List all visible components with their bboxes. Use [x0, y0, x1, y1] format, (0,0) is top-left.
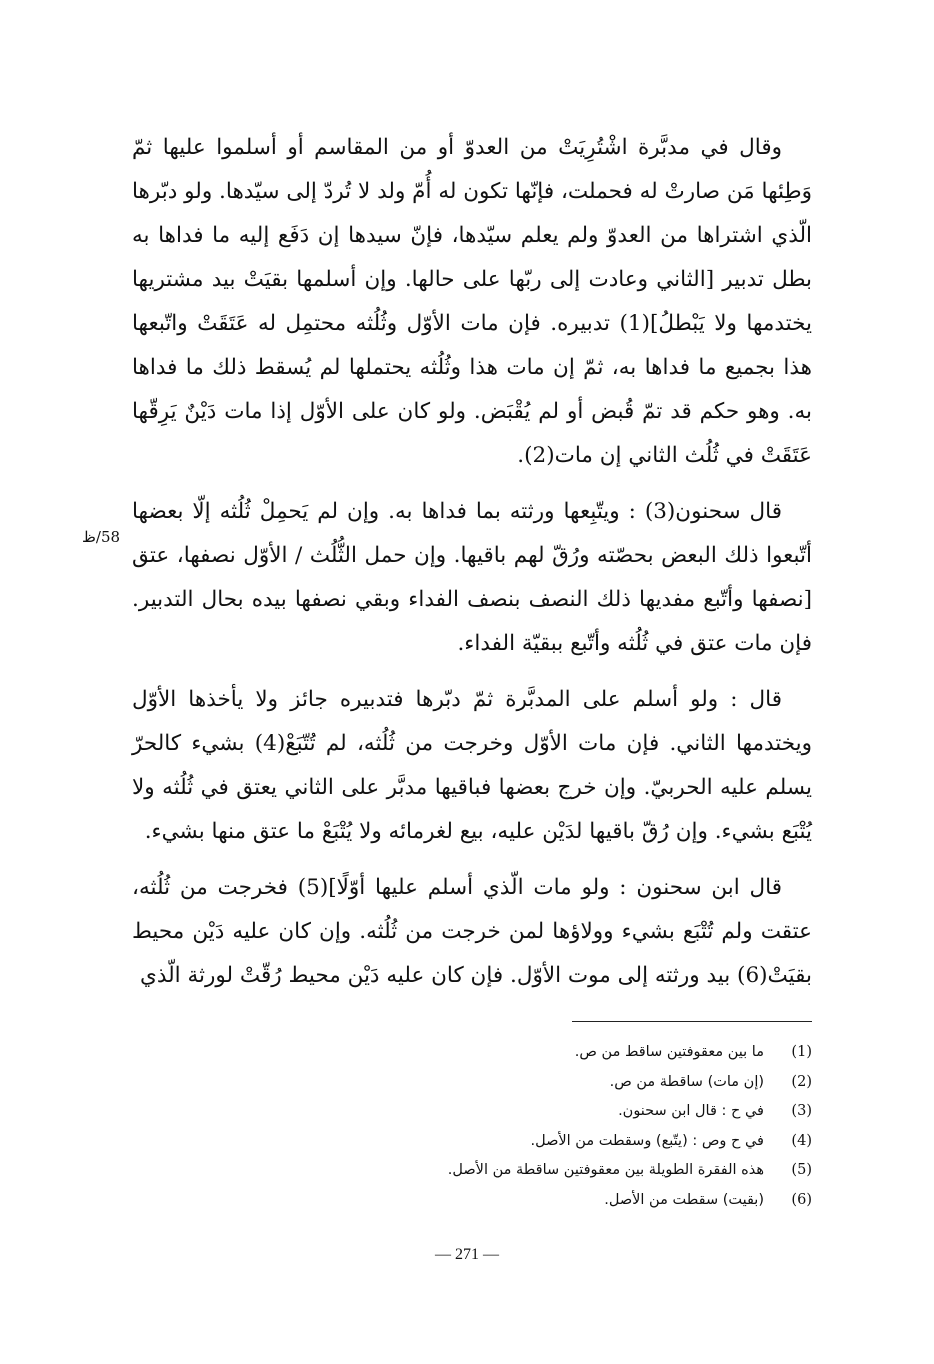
footnote-text: (بقيت) سقطت من الأصل.	[604, 1191, 764, 1208]
paragraph: قال سحنون(3) : ويتّبِعها ورثته بما فداها به. وإن لم يَحمِلْ ثُلُثه إلّا بعضها أتّبعوا ذلك البعض بحصّته ورُقّ لهم باقيها. وإن حمل الثُّلُث / الأوّل نصفها، عتق [نصفها وأتّبع مفديها ذلك النصف بنصف الفداء وبقي نصفها بيده بحال التدبير. فإن مات عتق في ثُلُثه وأتّبع ببقيّة الفداء.	[132, 499, 812, 656]
footnote-text: في ح وص : (يتّبع) وسقطت من الأصل.	[530, 1132, 764, 1149]
footnote-text: في ح : قال ابن سحنون.	[618, 1103, 764, 1119]
footnote-number: (6)	[791, 1191, 812, 1208]
footnote-number: (5)	[791, 1162, 812, 1178]
paragraph: وقال في مدبَّرة اشْتُرِيَتْ من العدوّ أو من المقاسم أو أسلموا عليها ثمّ وَطِئها مَن صارتْ له فحملت، فإنّها تكون له أُمّ ولد لا تُردّ إلى سيّدها. ولو دبّرها الّذي اشتراها من العدوّ ولم يعلم سيّدها، فإنّ سيدها إن دَفَع إليه ما فداها به بطل تدبير [الثاني وعادت إلى ربّها على حالها. وإن أسلمها بقيَتْ بيد مشتريها يختدمها ولا يَبْطلُ](1) تدبيره. فإن مات الأوّل وثُلُثه محتمِل له عَتَقَتْ واتّبعها هذا بجميع ما فداها به، ثمّ إن مات هذا وثُلُثه يحتملها لم يُسقط ذلك ما فداها به. وهو حكم قد تمّ قُبض أو لم يُقْبَض. ولو كان على الأوّل إذا مات دَيْنٌ يَرِقّها عَتَقَتْ في ثُلُث الثاني إن مات(2).	[132, 135, 812, 468]
folio-margin-note: 58/ظ	[82, 528, 121, 546]
footnote-item	[330, 1156, 812, 1186]
footnote-text: (إن مات) ساقطة من ص.	[609, 1073, 764, 1090]
page-number: — 271 —	[435, 1246, 499, 1263]
footnote-item	[330, 1186, 812, 1216]
footnote-text: هذه الفقرة الطويلة بين معقوفتين ساقطة من الأصل.	[447, 1162, 764, 1178]
footnote-item	[330, 1038, 812, 1068]
footnote-divider	[572, 1021, 812, 1022]
paragraph: قال ابن سحنون : ولو مات الّذي أسلم عليها أوّلًا](5) فخرجت من ثُلُثه، عتقت ولم تُتْبَع بشيء وولاؤها لمن خرجت من ثُلُثه. وإن كان عليه دَيْن محيط بقيَتْ(6) بيد ورثته إلى موت الأوّل. فإن كان عليه دَيْن محيط رُقّتْ لورثة الّذي	[132, 875, 812, 988]
footnote-item	[330, 1097, 812, 1127]
footnote-number: (3)	[791, 1103, 812, 1119]
footnote-number: (1)	[791, 1044, 812, 1060]
paragraph: قال : ولو أسلم على المدبَّرة ثمّ دبّرها فتدبيره جائز ولا يأخذها الأوّل ويختدمها الثاني. فإن مات الأوّل وخرجت من ثُلُثه، لم تُتّبَعْ(4) بشيء كالحرّ يسلم عليه الحربيّ. وإن خرج بعضها فباقيها مدبَّر على الثاني يعتق في ثُلُثه ولا يُتْبَع بشيء. وإن رُقّ باقيها لدَيْن عليه، بيع لغرمائه ولا يُتْبَعْ ما عتق منها بشيء.	[132, 687, 812, 844]
main-text	[132, 126, 812, 1010]
footnotes	[330, 1038, 812, 1215]
footnote-item	[330, 1127, 812, 1157]
footnote-text: ما بين معقوفتين ساقط من ص.	[574, 1044, 764, 1060]
footnote-number: (4)	[791, 1132, 812, 1149]
footnote-number: (2)	[791, 1073, 812, 1090]
footnote-item	[330, 1068, 812, 1098]
